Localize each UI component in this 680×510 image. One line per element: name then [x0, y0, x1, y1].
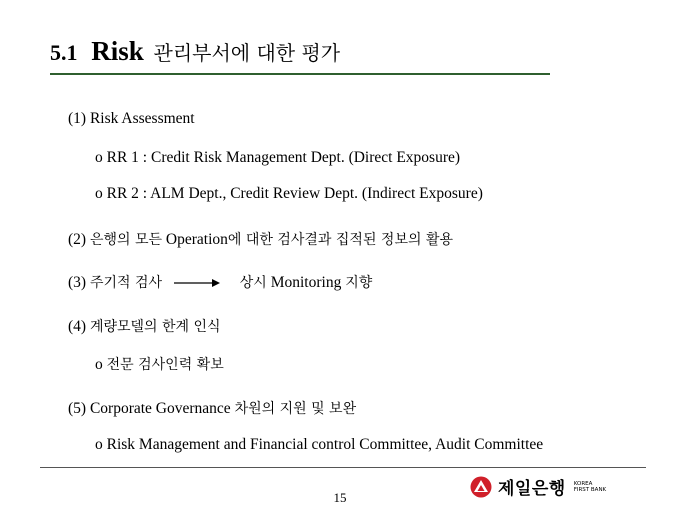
section-number: 5.1 [50, 40, 78, 65]
slide-title [50, 36, 340, 67]
item-number: (3) [68, 274, 87, 291]
item-text-ko: 지향 [345, 275, 373, 291]
page-number: 15 [333, 490, 347, 505]
item-operation [68, 229, 453, 249]
item-expert-staff [95, 354, 224, 374]
footer-rule [40, 467, 646, 468]
item-text-en: Operation [165, 231, 228, 248]
item-number: (4) [68, 318, 87, 335]
item-text-ko: 상시 [239, 275, 267, 291]
item-rr1: o RR 1 : Credit Risk Management Dept. (Direct Exposure) [95, 149, 461, 166]
item-corporate-governance [68, 398, 356, 418]
item-text-ko: 전문 검사인력 확보 [106, 357, 224, 373]
item-committees: o Risk Management and Financial control Committee, Audit Committee [95, 436, 544, 453]
item-text-en: (5) Corporate Governance [68, 400, 231, 417]
item-periodic-inspection [68, 272, 372, 292]
item-text-ko: 에 대한 검사결과 집적된 정보의 활용 [227, 232, 454, 248]
item-text-ko: 은행의 모든 [89, 232, 163, 248]
right-arrow-icon [174, 278, 220, 288]
item-model-limits [68, 316, 221, 336]
item-text-ko: 계량모델의 한계 인식 [89, 319, 221, 335]
title-korean: 관리부서에 대한 평가 [153, 41, 341, 65]
item-text-en: Monitoring [270, 274, 342, 291]
item-rr2: o RR 2 : ALM Dept., Credit Review Dept. (Indirect Exposure) [95, 185, 483, 202]
bank-logo-text: 제일은행 [498, 479, 566, 499]
bullet-marker: o [95, 356, 103, 373]
title-risk: Risk [91, 36, 144, 66]
item-text-ko: 차원의 지원 및 보완 [234, 401, 357, 417]
bank-logo-english: KOREA FIRST BANK [573, 480, 607, 493]
item-text-ko: 주기적 검사 [89, 275, 163, 291]
title-underline [50, 73, 550, 75]
item-number: (2) [68, 231, 87, 248]
item-risk-assessment: (1) Risk Assessment [68, 110, 195, 127]
